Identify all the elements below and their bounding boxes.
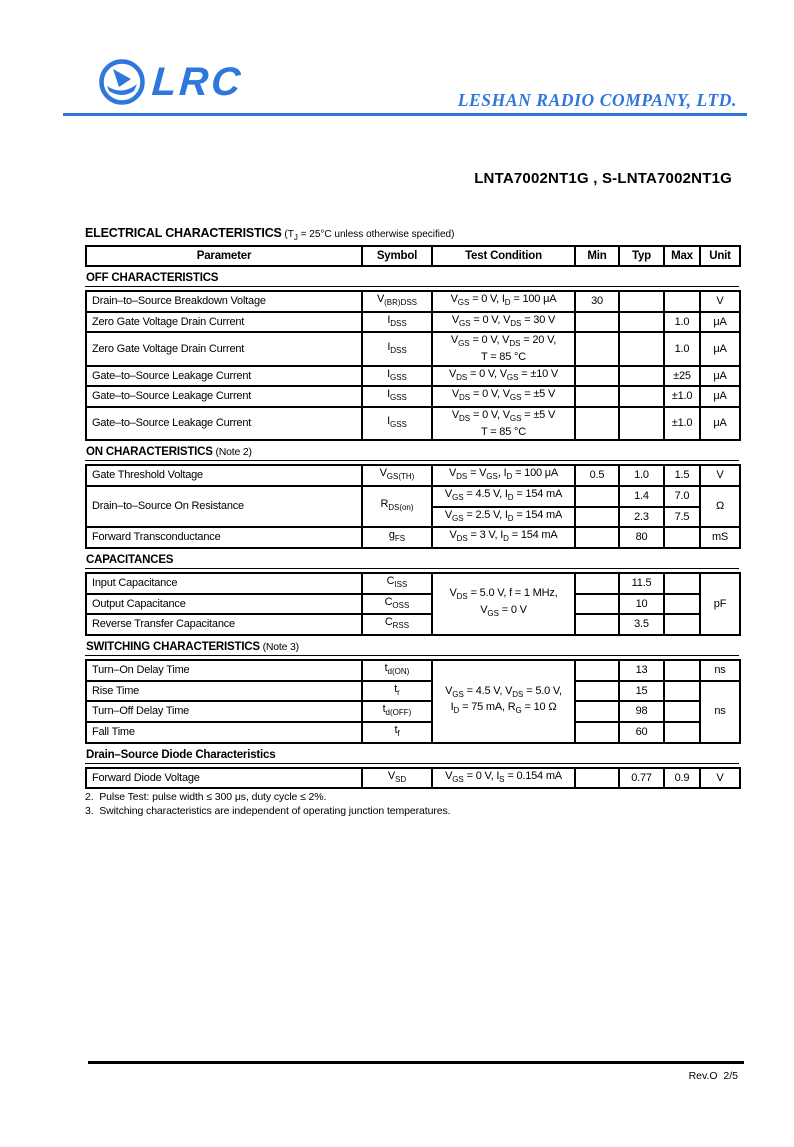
table-cell: pF: [700, 573, 740, 635]
section-title: [85, 636, 739, 656]
section-table: [85, 572, 741, 636]
lrc-logo: [98, 58, 243, 106]
table-cell: [575, 573, 619, 594]
table-cell: ns: [700, 681, 740, 743]
header-rule: [63, 113, 747, 116]
table-cell: [664, 573, 700, 594]
table-row: [86, 465, 740, 486]
table-row: [86, 386, 740, 407]
table-cell: [619, 407, 664, 440]
table-cell: Forward Diode Voltage: [86, 768, 362, 789]
table-cell: μA: [700, 407, 740, 440]
table-cell: $t_{d(ON)}$: [362, 660, 432, 681]
table-cell: [664, 614, 700, 635]
table-cell: μA: [700, 366, 740, 387]
section-table: [85, 659, 741, 744]
table-cell: Drain–to–Source Breakdown Voltage: [86, 291, 362, 312]
table-cell: 1.0: [619, 465, 664, 486]
table-cell: [664, 722, 700, 743]
table-cell: $I_{GSS}$: [362, 366, 432, 387]
section-title-note: (Note 3): [259, 640, 299, 653]
table-cell: [575, 366, 619, 387]
table-cell: $V_{GS} = 0$ V, $V_{DS} = 20$ V, T = 85 °C: [432, 332, 575, 365]
table-cell: 3.5: [619, 614, 664, 635]
table-cell: $t_{d(OFF)}$: [362, 701, 432, 722]
table-cell: [575, 660, 619, 681]
table-cell: ±25: [664, 366, 700, 387]
section-table: [85, 290, 741, 441]
table-cell: μA: [700, 332, 740, 365]
column-header: Parameter: [86, 246, 362, 266]
table-header: [85, 245, 741, 267]
table-cell: mS: [700, 527, 740, 548]
table-row: [86, 660, 740, 681]
section-title: [85, 549, 739, 569]
table-cell: 7.0: [664, 486, 700, 507]
table-row: [86, 681, 740, 702]
table-cell: Turn–On Delay Time: [86, 660, 362, 681]
table-row: [86, 366, 740, 387]
footnote-line: 3. Switching characteristics are independent of operating junction temperatures.: [85, 804, 451, 817]
section-title: [85, 441, 739, 461]
table-cell: 15: [619, 681, 664, 702]
table-cell: $C_{ISS}$: [362, 573, 432, 594]
table-cell: $V_{DS} = 0$ V, $V_{GS} = \pm 5$ V T = 85 °C: [432, 407, 575, 440]
table-cell: [575, 768, 619, 789]
table-cell: [664, 594, 700, 615]
table-cell: [575, 614, 619, 635]
table-cell: $V_{GS} = 4.5$ V, $V_{DS} = 5.0$ V, $I_D = 75$ mA, $R_G = 10$ Ω: [432, 660, 575, 743]
table-cell: V: [700, 768, 740, 789]
table-cell: $I_{GSS}$: [362, 386, 432, 407]
table-cell: $V_{GS(TH)}$: [362, 465, 432, 486]
table-row: [86, 701, 740, 722]
table-cell: [575, 332, 619, 365]
table-cell: [619, 312, 664, 333]
table-row: [86, 722, 740, 743]
table-cell: [619, 366, 664, 387]
section-title-text: SWITCHING CHARACTERISTICS: [86, 640, 260, 653]
part-number-title: LNTA7002NT1G , S-LNTA7002NT1G: [474, 170, 732, 187]
section-title-text: ON CHARACTERISTICS: [86, 446, 213, 459]
footnote-line: 2. Pulse Test: pulse width ≤ 300 μs, duty cycle ≤ 2%.: [85, 791, 327, 804]
table-cell: [575, 681, 619, 702]
column-header: Min: [575, 246, 619, 266]
section-title: [85, 744, 739, 764]
section-title-note: (Note 2): [212, 446, 252, 459]
table-cell: $V_{(BR)DSS}$: [362, 291, 432, 312]
section-table: [85, 464, 741, 549]
footer-rule: [88, 1061, 744, 1064]
table-cell: $I_{GSS}$: [362, 407, 432, 440]
table-cell: [664, 660, 700, 681]
table-cell: Fall Time: [86, 722, 362, 743]
table-cell: [575, 407, 619, 440]
table-cell: 1.0: [664, 332, 700, 365]
table-cell: 60: [619, 722, 664, 743]
table-cell: Zero Gate Voltage Drain Current: [86, 312, 362, 333]
heading-bold: ELECTRICAL CHARACTERISTICS: [85, 226, 282, 240]
table-cell: [575, 486, 619, 507]
table-cell: 80: [619, 527, 664, 548]
table-cell: $t_f$: [362, 722, 432, 743]
table-cell: Gate–to–Source Leakage Current: [86, 386, 362, 407]
table-cell: Rise Time: [86, 681, 362, 702]
table-cell: $V_{GS} = 4.5$ V, $I_D = 154$ mA: [432, 486, 575, 507]
table-row: [86, 486, 740, 507]
table-cell: [575, 701, 619, 722]
table-cell: V: [700, 291, 740, 312]
column-header: Unit: [700, 246, 740, 266]
table-row: [86, 594, 740, 615]
table-cell: Output Capacitance: [86, 594, 362, 615]
table-cell: 11.5: [619, 573, 664, 594]
lrc-circle-swan-icon: [98, 58, 146, 106]
column-header: Test Condition: [432, 246, 575, 266]
table-cell: $V_{GS} = 2.5$ V, $I_D = 154$ mA: [432, 507, 575, 528]
table-cell: V: [700, 465, 740, 486]
table-cell: 13: [619, 660, 664, 681]
table-row: [86, 527, 740, 548]
table-cell: Zero Gate Voltage Drain Current: [86, 332, 362, 365]
table-cell: 1.0: [664, 312, 700, 333]
table-cell: [575, 312, 619, 333]
table-cell: $V_{DS} = 0$ V, $V_{GS} = \pm 5$ V: [432, 386, 575, 407]
table-cell: [664, 701, 700, 722]
table-cell: $C_{RSS}$: [362, 614, 432, 635]
section-title-text: Drain–Source Diode Characteristics: [86, 748, 276, 761]
table-cell: [575, 722, 619, 743]
table-cell: Turn–Off Delay Time: [86, 701, 362, 722]
table-cell: [664, 681, 700, 702]
table-cell: $V_{SD}$: [362, 768, 432, 789]
section-table: [85, 767, 741, 790]
table-cell: [575, 527, 619, 548]
table-cell: $I_{DSS}$: [362, 312, 432, 333]
footnotes: [85, 791, 741, 818]
table-header-row: [86, 246, 740, 266]
table-cell: [575, 386, 619, 407]
table-cell: 2.3: [619, 507, 664, 528]
section-title-text: CAPACITANCES: [86, 553, 174, 566]
table-cell: 7.5: [664, 507, 700, 528]
table-row: [86, 768, 740, 789]
table-cell: Gate–to–Source Leakage Current: [86, 407, 362, 440]
table-cell: $V_{DS} = 5.0$ V, f = 1 MHz, $V_{GS} = 0$ V: [432, 573, 575, 635]
table-cell: $V_{DS} = V_{GS}$, $I_D = 100$ μA: [432, 465, 575, 486]
table-cell: [664, 291, 700, 312]
table-cell: 1.5: [664, 465, 700, 486]
table-row: [86, 312, 740, 333]
table-cell: [619, 291, 664, 312]
table-cell: ±1.0: [664, 386, 700, 407]
company-name: LESHAN RADIO COMPANY, LTD.: [457, 90, 737, 110]
table-cell: $g_{FS}$: [362, 527, 432, 548]
table-row: [86, 573, 740, 594]
table-cell: Gate Threshold Voltage: [86, 465, 362, 486]
table-cell: 10: [619, 594, 664, 615]
table-cell: $V_{GS} = 0$ V, $I_S = 0.154$ mA: [432, 768, 575, 789]
table-cell: 30: [575, 291, 619, 312]
table-cell: 98: [619, 701, 664, 722]
heading-condition: ($T_J = 25^\circ C$ unless otherwise specified): [281, 229, 455, 242]
table-cell: $t_r$: [362, 681, 432, 702]
table-cell: Ω: [700, 486, 740, 527]
electrical-characteristics-heading: [85, 226, 454, 242]
table-cell: [664, 527, 700, 548]
revision-page-number: Rev.O 2/5: [688, 1070, 738, 1082]
table-cell: 1.4: [619, 486, 664, 507]
table-cell: ns: [700, 660, 740, 681]
table-cell: ±1.0: [664, 407, 700, 440]
table-cell: Input Capacitance: [86, 573, 362, 594]
table-cell: [575, 594, 619, 615]
section-title: [85, 267, 739, 287]
table-row: [86, 614, 740, 635]
table-cell: [619, 332, 664, 365]
column-header: Typ: [619, 246, 664, 266]
table-cell: $V_{DS} = 0$ V, $V_{GS} = \pm 10$ V: [432, 366, 575, 387]
column-header: Symbol: [362, 246, 432, 266]
table-cell: $V_{GS} = 0$ V, $V_{DS} = 30$ V: [432, 312, 575, 333]
table-row: [86, 332, 740, 365]
table-cell: Forward Transconductance: [86, 527, 362, 548]
table-cell: $R_{DS(on)}$: [362, 486, 432, 527]
table-cell: 0.5: [575, 465, 619, 486]
table-cell: μA: [700, 386, 740, 407]
characteristics-table: [85, 245, 741, 818]
logo-text: LRC: [150, 60, 245, 104]
table-cell: 0.9: [664, 768, 700, 789]
table-cell: Reverse Transfer Capacitance: [86, 614, 362, 635]
table-row: [86, 291, 740, 312]
table-row: [86, 407, 740, 440]
section-title-text: OFF CHARACTERISTICS: [86, 272, 219, 284]
table-cell: $I_{DSS}$: [362, 332, 432, 365]
column-header: Max: [664, 246, 700, 266]
table-cell: 0.77: [619, 768, 664, 789]
table-cell: $C_{OSS}$: [362, 594, 432, 615]
table-cell: $V_{DS} = 3$ V, $I_D = 154$ mA: [432, 527, 575, 548]
table-cell: [619, 386, 664, 407]
table-cell: μA: [700, 312, 740, 333]
table-cell: Gate–to–Source Leakage Current: [86, 366, 362, 387]
table-cell: [575, 507, 619, 528]
table-cell: Drain–to–Source On Resistance: [86, 486, 362, 527]
table-cell: $V_{GS} = 0$ V, $I_D = 100$ μA: [432, 291, 575, 312]
